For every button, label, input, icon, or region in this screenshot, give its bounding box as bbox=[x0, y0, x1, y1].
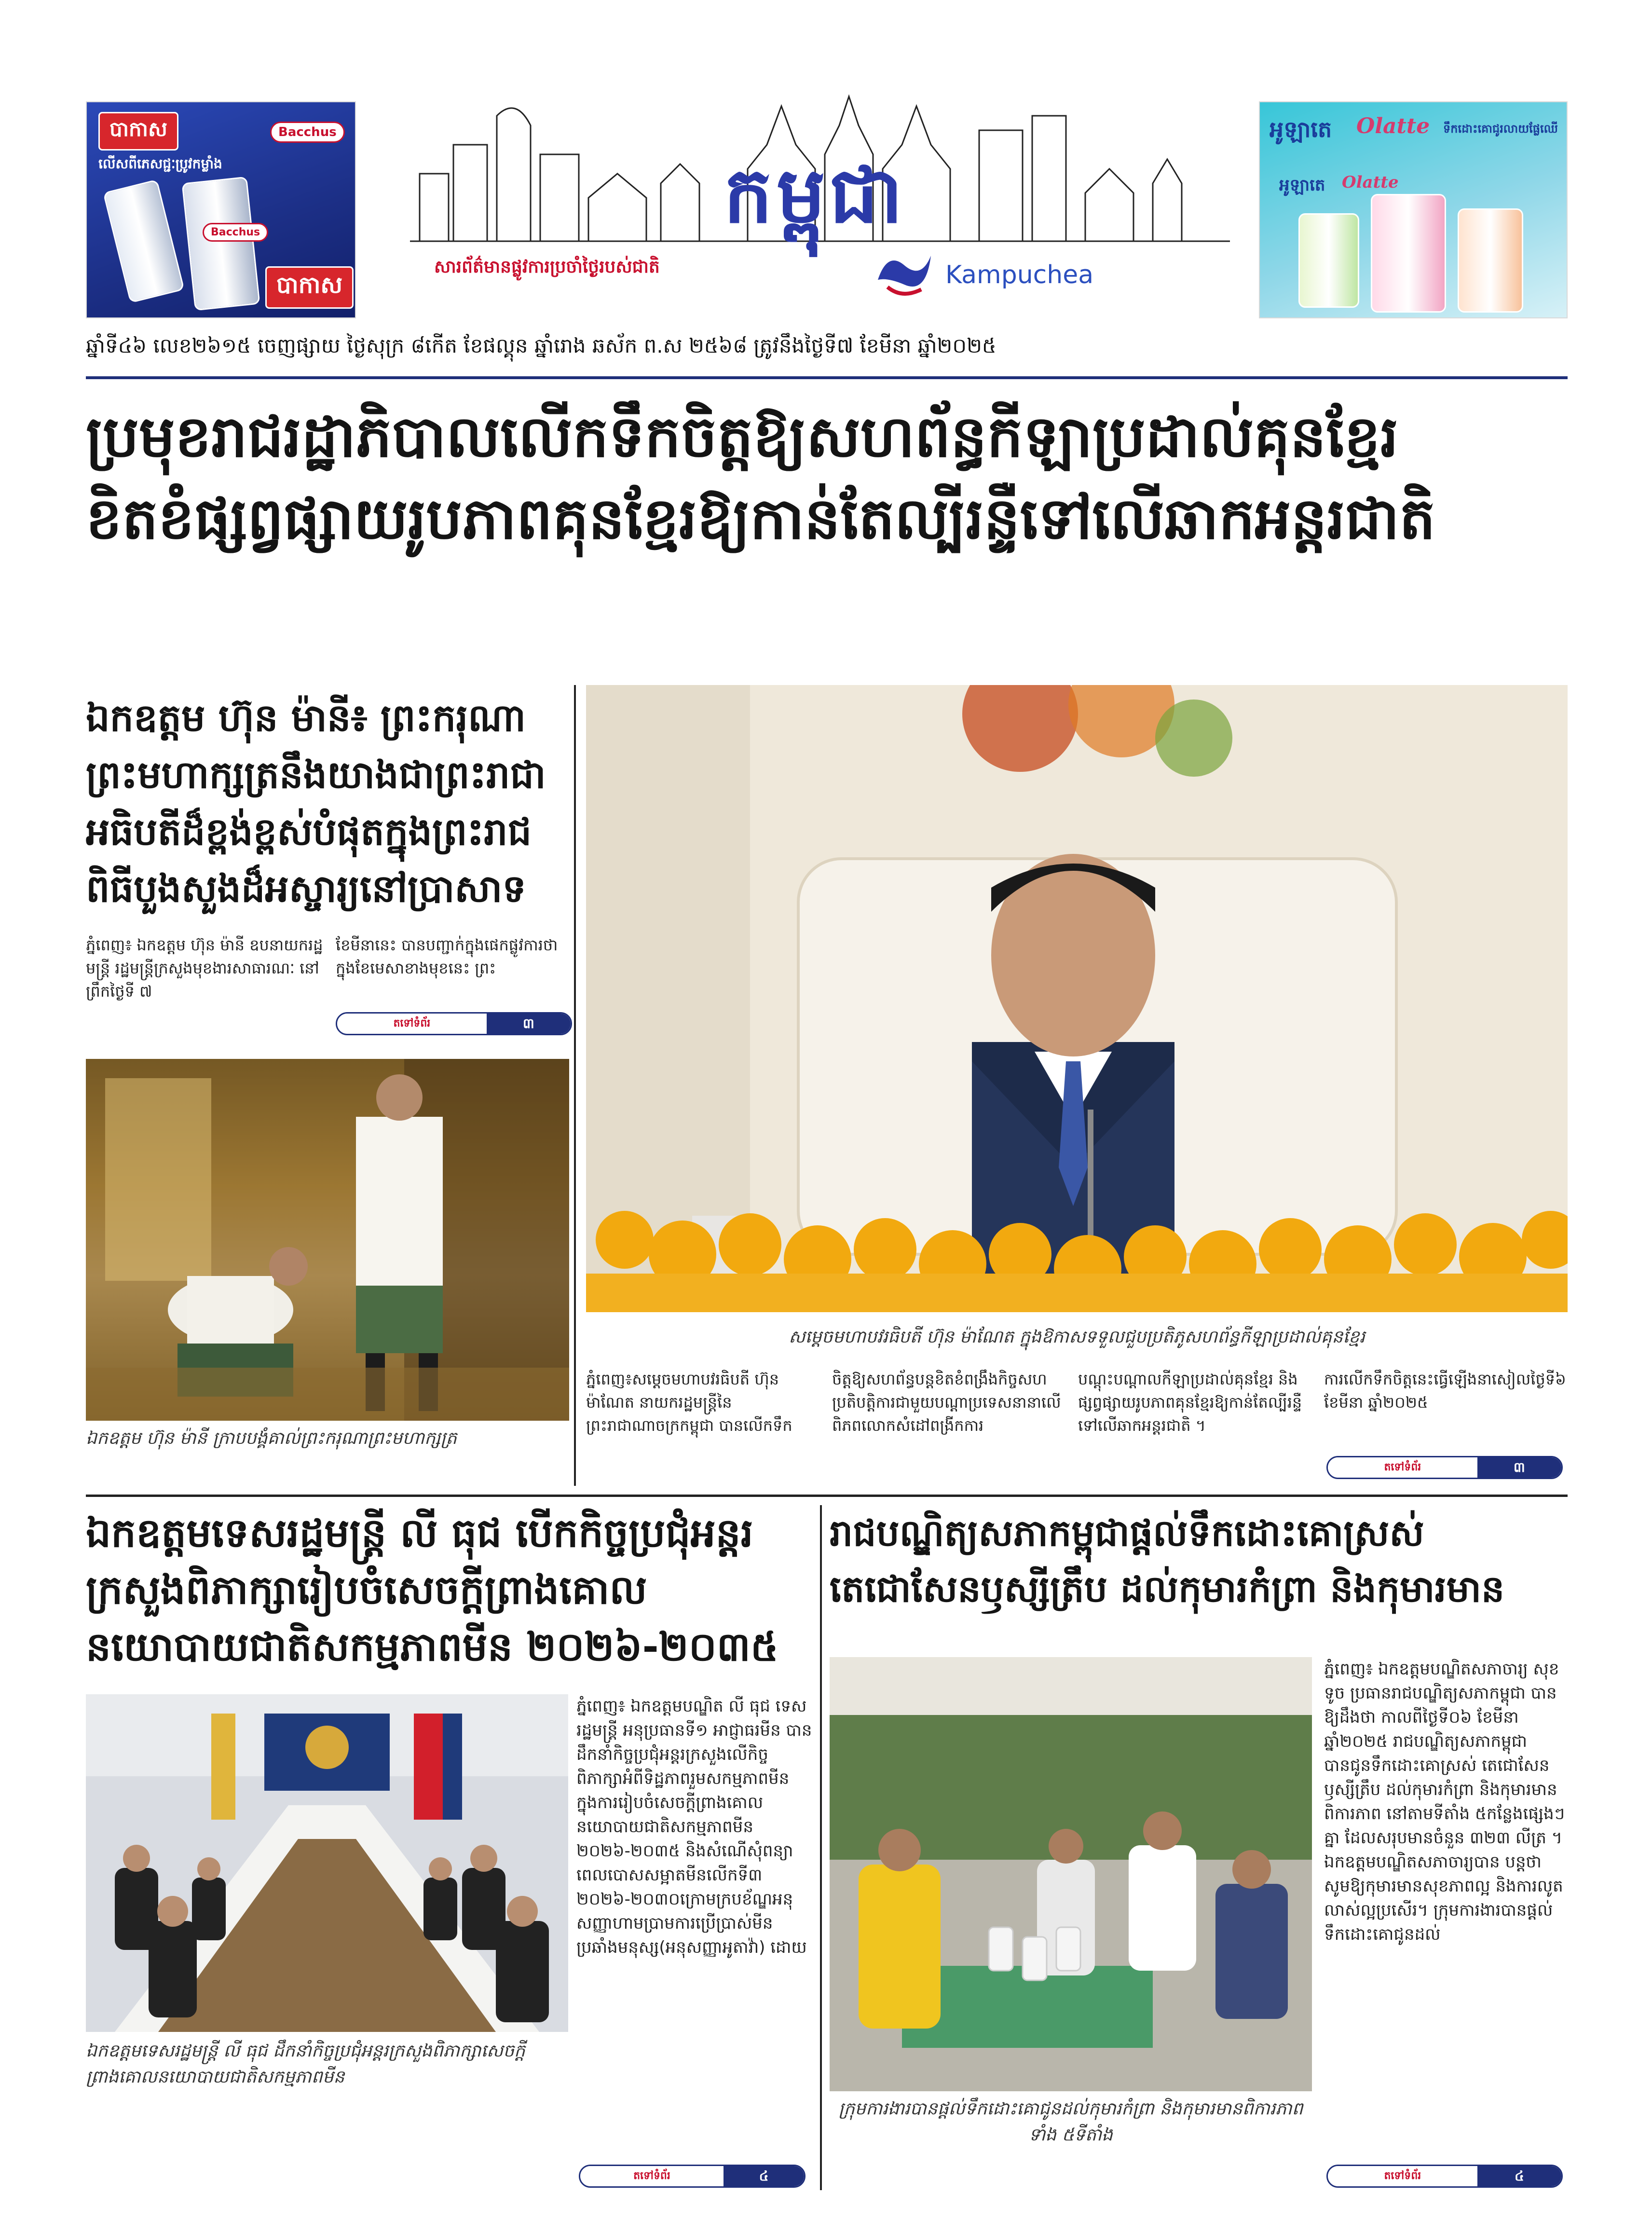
story-bottom-left-photo-caption: ឯកឧត្តមទេសរដ្ឋមន្ត្រី លី ធុជ ដឹកនាំកិច្ចប្រជុំអន្តរក្រសួងពិភាក្សាសេចក្តីព្រាងគោលនយោបាយជាតិសកម្មភាពមីន bbox=[86, 2041, 525, 2087]
story-left-photo-caption: ឯកឧត្តម ហ៊ុន ម៉ានី ក្រាបបង្គំគាល់ព្រះករុណាព្រះមហាក្សត្រ bbox=[86, 1428, 457, 1448]
story-bottom-left-body: ភ្នំពេញ៖ ឯកឧត្តមបណ្ឌិត លី ធុជ ទេសរដ្ឋមន្ត្រី អនុប្រធានទី១ អាជ្ញាធរមីន បានដឹកនាំកិច្ចប្រជុំអន្តរក្រសួងលើកិច្ចពិភាក្សាអំពីទិដ្ឋភាពរួមសកម្មភាពមីន ក្នុងការរៀបចំសេចក្តីព្រាងគោលនយោបាយជាតិសកម្មភាពមីន ២០២៦-២០៣៥ និងសំណើសុំពន្យាពេលបោសសម្អាតមីនលើកទី៣ ២០២៦-២០៣០ក្រោមក្របខ័ណ្ឌអនុសញ្ញាហាមប្រាមការប្រើប្រាស់មីនប្រឆាំងមនុស្ស(អនុសញ្ញាអូតាវ៉ា) ដោយ bbox=[576, 1697, 812, 1957]
masthead-divider bbox=[86, 376, 1568, 379]
story-bottom-left-headline[interactable]: ឯកឧត្តមទេសរដ្ឋមន្ត្រី លី ធុជ បើកកិច្ចប្រជុំអន្តរក្រសួងពិភាក្សារៀបចំសេចក្តីព្រាងគោលនយោបាយជាតិសកម្មភាពមីន ២០២៦-២០៣៥ bbox=[86, 1510, 778, 1670]
ad-olatte-title-small: អូឡាតេ bbox=[1279, 176, 1325, 195]
newspaper-logo: កម្ពុជា bbox=[724, 150, 907, 240]
story-bottom-right-photo-caption: ក្រុមការងារបានផ្តល់ទឹកដោះគោជូនដល់កុមារកំព្រា និងកុមារមានពិការភាពទាំង ៥ទីតាំង bbox=[838, 2099, 1303, 2145]
logo-swirl-icon bbox=[868, 241, 941, 304]
main-headline-line-1[interactable]: ប្រមុខរាជរដ្ឋាភិបាលលើកទឹកចិត្តឱ្យសហព័ន្ធកីឡាប្រដាល់គុនខ្មែរ bbox=[86, 403, 1399, 470]
story-main-photo-caption: សម្តេចមហាបវរធិបតី ហ៊ុន ម៉ាណែត ក្នុងឱកាសទទួលជួបប្រតិភូសហព័ន្ធកីឡាប្រដាល់គុនខ្មែរ bbox=[789, 1327, 1365, 1347]
ad-tag-top: បាកាស bbox=[98, 112, 178, 151]
story-bottom-left-continued[interactable] bbox=[579, 2165, 806, 2188]
dateline: ឆ្នាំទី៤៦ លេខ២៦១៥ ចេញផ្សាយ ថ្ងៃសុក្រ ៨កើត ខែផល្គុន ឆ្នាំរោង ឆស័ក ព.ស ២៥៦៨ ត្រូវនឹងថ្ងៃទី៧ ខែមីនា ឆ្នាំ២០២៥ bbox=[86, 334, 997, 357]
story-bottom-right-continued[interactable] bbox=[1326, 2165, 1563, 2188]
story-main-continued[interactable] bbox=[1326, 1456, 1563, 1479]
column-divider bbox=[820, 1505, 822, 2190]
ad-olatte-brand: Olatte bbox=[1356, 114, 1430, 138]
masthead-tagline: សារព័ត៌មានផ្លូវការប្រចាំថ្ងៃរបស់ជាតិ bbox=[434, 257, 660, 277]
main-headline-line-2[interactable]: ខិតខំផ្សព្វផ្សាយរូបភាពគុនខ្មែរឱ្យកាន់តែល្បីរន្ទឺទៅលើឆាកអន្តរជាតិ bbox=[86, 485, 1435, 552]
drink-can-icon bbox=[1371, 194, 1446, 313]
continued-page: ៣ bbox=[1477, 1457, 1561, 1478]
continued-label: តទៅទំព័រ bbox=[1328, 1457, 1477, 1478]
ad-olatte-title: អូឡាតេ bbox=[1270, 116, 1332, 142]
advertisement-olatte[interactable] bbox=[1259, 101, 1568, 318]
photo-prime-minister bbox=[586, 685, 1568, 1312]
story-left-headline[interactable]: ឯកឧត្តម ហ៊ុន ម៉ានី៖ ព្រះករុណាព្រះមហាក្សត្រនឹងយាងជាព្រះរាជាអធិបតីដ៏ខ្ពង់ខ្ពស់បំផុតក្នុងព្រះរាជពិធីបួងសួងដ៏អស្ចារ្យនៅប្រាសាទ bbox=[86, 697, 546, 911]
story-bottom-right-headline[interactable]: រាជបណ្ឌិត្យសភាកម្ពុជាផ្តល់ទឹកដោះគោស្រស់ តេជោសែនឫស្សីត្រឹប ដល់កុមារកំព្រា និងកុមារមាន bbox=[830, 1511, 1505, 1610]
ad-brand-badge: Bacchus bbox=[270, 122, 345, 143]
ad-tag-bottom: បាកាស bbox=[265, 266, 354, 309]
ad-olatte-note: ទឹកដោះគោជូរលាយផ្លែឈើ bbox=[1443, 122, 1558, 136]
continued-page: ៤ bbox=[1477, 2166, 1561, 2186]
story-main-col-2: ចិត្តឱ្យសហព័ន្ធបន្តខិតខំពង្រឹងកិច្ចសហប្រតិបត្តិការជាមួយបណ្តាប្រទេសនានាលើពិភពលោកសំដៅពង្រីកការ bbox=[832, 1370, 1061, 1435]
story-left-col-1: ភ្នំពេញ៖ ឯកឧត្តម ហ៊ុន ម៉ានី ឧបនាយករដ្ឋមន្ត្រី រដ្ឋមន្ត្រីក្រសួងមុខងារសាធារណៈ នៅព្រឹកថ្ងៃទី ៧ bbox=[86, 936, 323, 1001]
story-main-col-4: ការលើកទឹកចិត្តនេះធ្វើឡើងនាសៀលថ្ងៃទី៦ ខែមីនា ឆ្នាំ២០២៥ bbox=[1324, 1370, 1566, 1412]
drink-can-icon bbox=[1458, 208, 1523, 313]
ad-slogan: លើសពីភេសជ្ជៈប្រូវកម្លាំង bbox=[98, 156, 222, 172]
photo-meeting bbox=[86, 1694, 568, 2032]
ad-olatte-brand-small: Olatte bbox=[1342, 173, 1399, 192]
column-divider bbox=[574, 685, 576, 1486]
photo-milk-donation bbox=[830, 1657, 1312, 2091]
masthead-brand-en: Kampuchea bbox=[945, 261, 1094, 289]
continued-label: តទៅទំព័រ bbox=[337, 1014, 487, 1034]
drink-can-icon bbox=[103, 179, 185, 303]
story-bottom-right-body: ភ្នំពេញ៖ ឯកឧត្តមបណ្ឌិតសភាចារ្យ សុខ ទូច ប្រធានរាជបណ្ឌិត្យសភាកម្ពុជា បានឱ្យដឹងថា កាលពីថ្ងៃទី០៦ ខែមីនា ឆ្នាំ២០២៥ រាជបណ្ឌិត្យសភាកម្ពុជា បានជូនទឹកដោះគោស្រស់ តេជោសែនឫស្សីត្រឹប ដល់កុមារកំព្រា និងកុមារមានពិការភាព នៅតាមទីតាំង ៥កន្លែងផ្សេងៗគ្នា ដែលសរុបមានចំនួន ៣២៣ លីត្រ ។ ឯកឧត្តមបណ្ឌិតសភាចារ្យបាន បន្តថា សូមឱ្យកុមារមានសុខភាពល្អ និងការលូតលាស់ល្អប្រសើរ។ ក្រុមការងារបានផ្តល់ទឹកដោះគោជូនដល់ bbox=[1324, 1660, 1565, 1944]
story-main-col-1: ភ្នំពេញ៖សម្តេចមហាបវរធិបតី ហ៊ុន ម៉ាណែត នាយករដ្ឋមន្ត្រីនៃព្រះរាជាណាចក្រកម្ពុជា បានលើកទឹក bbox=[586, 1370, 792, 1435]
story-main-col-3: បណ្តុះបណ្តាលកីឡាប្រដាល់គុនខ្មែរ និងផ្សព្វផ្សាយរូបភាពគុនខ្មែរឱ្យកាន់តែល្បីរន្ទឺទៅលើឆាកអន្តរជាតិ ។ bbox=[1078, 1370, 1302, 1435]
photo-audience-with-king bbox=[86, 1059, 569, 1421]
drink-can-icon bbox=[181, 177, 260, 311]
advertisement-bacchus[interactable] bbox=[86, 101, 356, 318]
continued-label: តទៅទំព័រ bbox=[1328, 2166, 1477, 2186]
continued-page: ៤ bbox=[724, 2166, 804, 2186]
story-left-col-2: ខែមីនានេះ បានបញ្ជាក់ក្នុងផេកផ្លូវការថា ក្នុងខែមេសាខាងមុខនេះ ព្រះ bbox=[336, 936, 558, 977]
drink-can-icon bbox=[1298, 213, 1359, 308]
continued-label: តទៅទំព័រ bbox=[580, 2166, 724, 2186]
story-left-continued[interactable] bbox=[336, 1012, 572, 1035]
section-divider bbox=[86, 1495, 1568, 1497]
can-brand-label: Bacchus bbox=[203, 223, 268, 242]
continued-page: ៣ bbox=[487, 1014, 571, 1034]
